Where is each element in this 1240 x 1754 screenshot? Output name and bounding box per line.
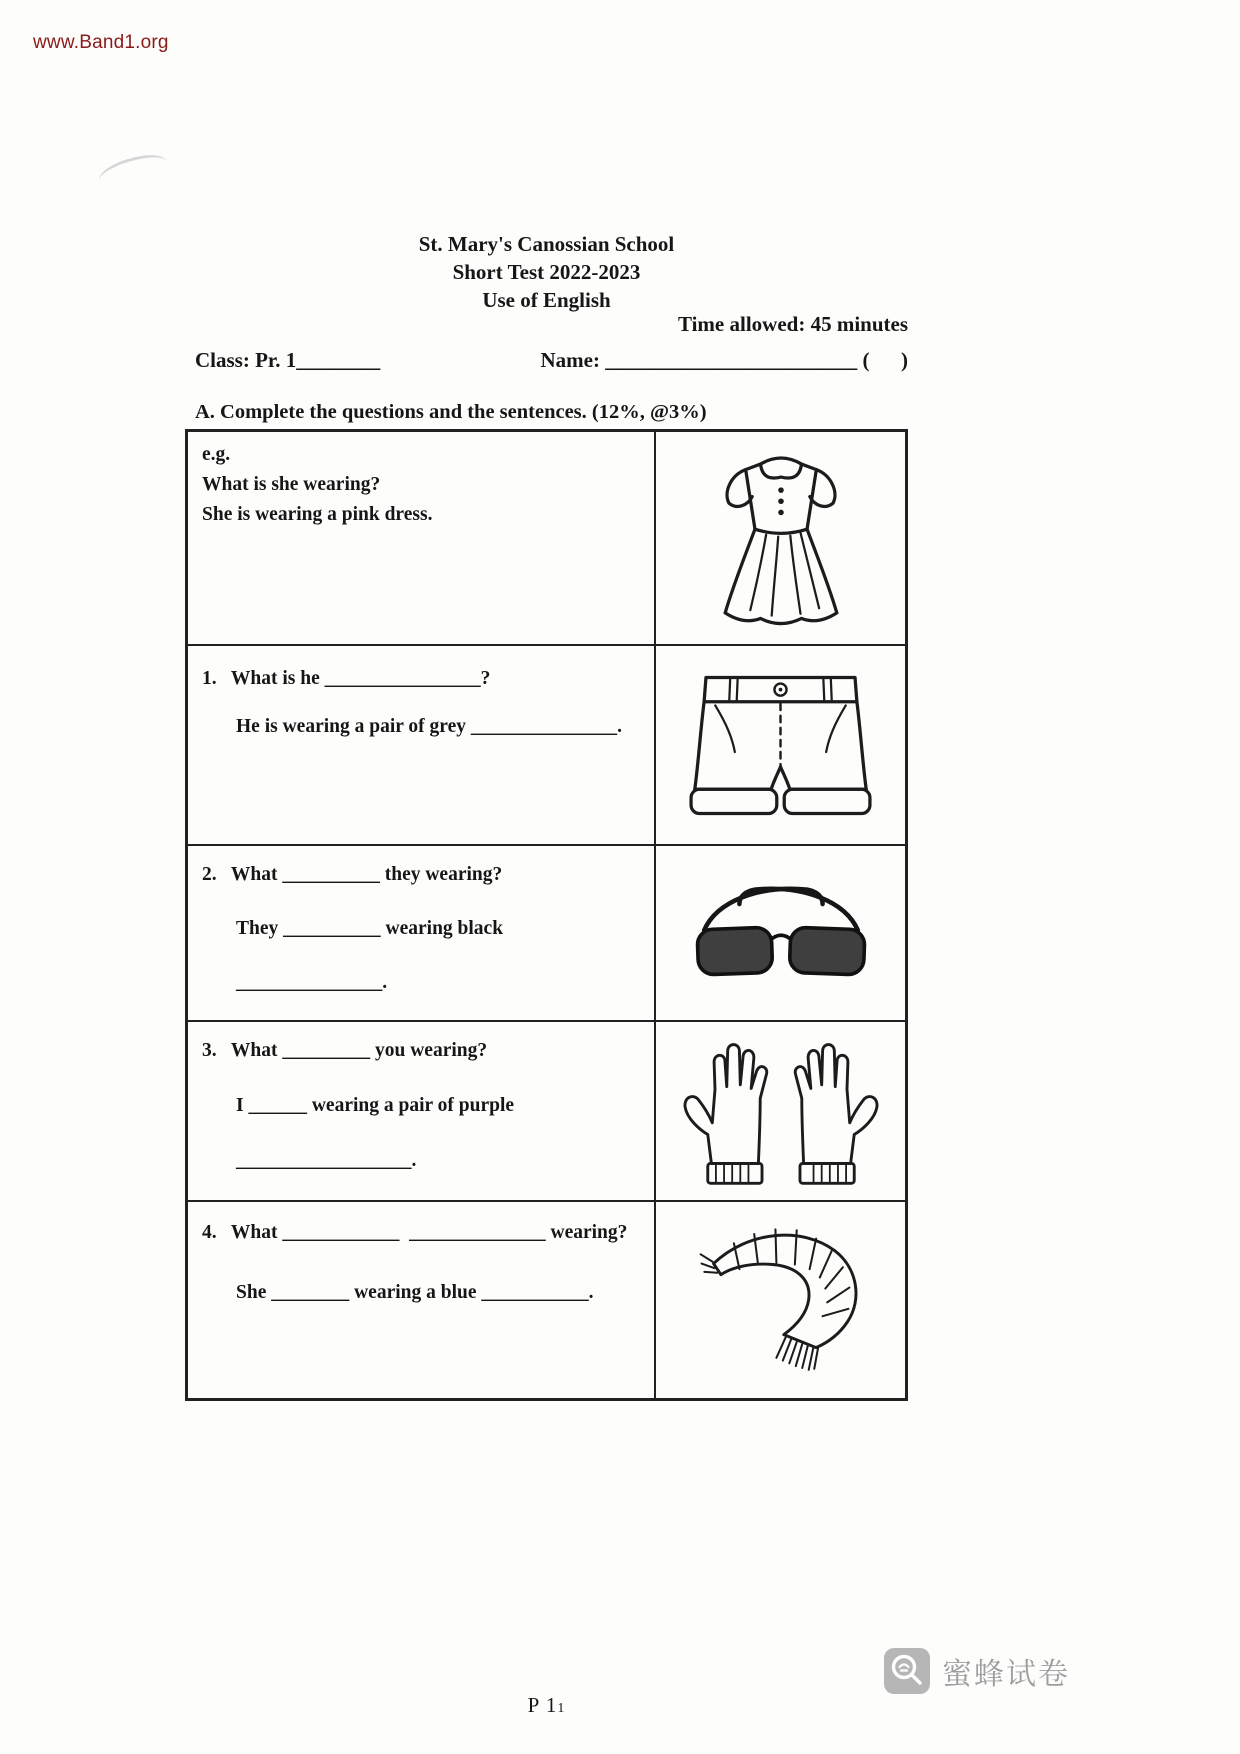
answer-line: I ______ wearing a pair of purple bbox=[236, 1095, 515, 1116]
subject-title: Use of English bbox=[482, 288, 611, 312]
gloves-icon bbox=[668, 1033, 894, 1189]
header-title-block bbox=[185, 230, 908, 314]
dress-icon bbox=[688, 438, 874, 638]
magnifier-bee-icon bbox=[884, 1648, 930, 1694]
answer-line: He is wearing a pair of grey _______________. bbox=[236, 716, 623, 737]
question-3-cell bbox=[188, 1020, 656, 1200]
gloves-illustration bbox=[656, 1020, 905, 1200]
school-name: St. Mary's Canossian School bbox=[418, 232, 675, 256]
brand-watermark bbox=[884, 1648, 1070, 1694]
question-1-cell bbox=[188, 644, 656, 844]
question-line: What is she wearing? bbox=[202, 474, 381, 495]
page-number-small: 1 bbox=[557, 1701, 566, 1716]
class-name-row bbox=[195, 348, 908, 373]
answer-blank-line: _______________. bbox=[236, 972, 388, 993]
dress-illustration bbox=[656, 432, 905, 644]
brand-name: 蜜蜂试卷 bbox=[942, 1658, 1070, 1691]
answer-blank-line: __________________. bbox=[236, 1150, 417, 1171]
class-field: Class: Pr. 1________ bbox=[195, 348, 381, 372]
name-field bbox=[541, 348, 908, 373]
question-4-cell bbox=[188, 1200, 656, 1398]
section-a-heading: A. Complete the questions and the sentences. (12%, @3%) bbox=[195, 401, 707, 423]
scarf-illustration bbox=[656, 1200, 905, 1398]
answer-line: She is wearing a pink dress. bbox=[202, 504, 433, 525]
question-eg-cell bbox=[188, 432, 656, 644]
question-line: 3. What _________ you wearing? bbox=[202, 1040, 488, 1061]
page-number bbox=[185, 1693, 908, 1718]
question-table bbox=[185, 429, 908, 1401]
scan-artifact bbox=[96, 149, 170, 193]
question-line: 1. What is he ________________? bbox=[202, 668, 491, 689]
question-line: 4. What ____________ ______________ wearing? bbox=[202, 1222, 628, 1243]
test-title: Short Test 2022-2023 bbox=[452, 260, 641, 284]
time-allowed: Time allowed: 45 minutes bbox=[677, 312, 908, 336]
site-watermark: www.Band1.org bbox=[33, 32, 169, 53]
sunglasses-illustration bbox=[656, 844, 905, 1020]
question-line: 2. What __________ they wearing? bbox=[202, 864, 503, 885]
page-number-main: P 1 bbox=[527, 1693, 558, 1717]
name-label: Name: bbox=[540, 348, 600, 372]
question-2-cell bbox=[188, 844, 656, 1020]
example-label: e.g. bbox=[202, 444, 231, 465]
scarf-icon bbox=[684, 1221, 878, 1380]
name-brackets: ( ) bbox=[862, 348, 908, 372]
sunglasses-icon bbox=[677, 874, 885, 992]
shorts-illustration bbox=[656, 644, 905, 844]
name-blank: ________________________ bbox=[605, 348, 858, 372]
answer-line: She ________ wearing a blue ___________. bbox=[236, 1282, 594, 1303]
answer-line: They __________ wearing black bbox=[236, 918, 504, 939]
shorts-icon bbox=[678, 657, 883, 834]
